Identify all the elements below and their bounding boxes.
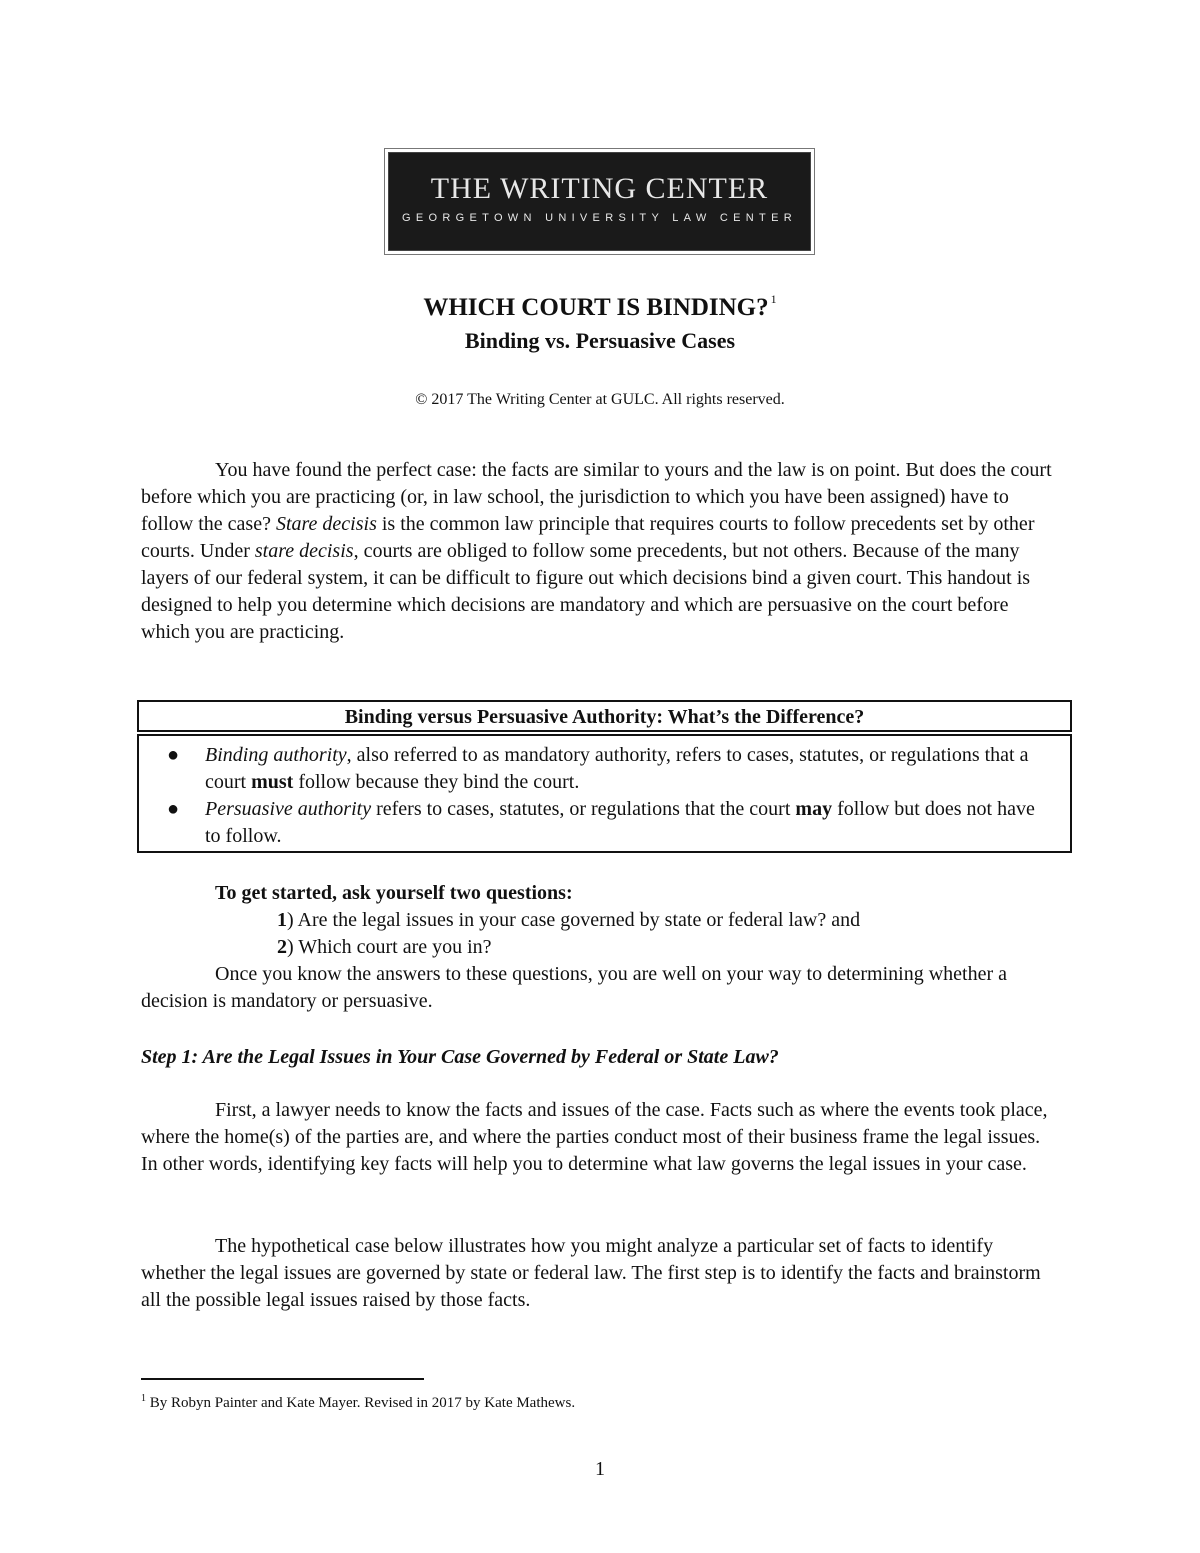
question-2: 2) Which court are you in?: [277, 936, 492, 958]
logo-title: THE WRITING CENTER: [430, 172, 769, 205]
page-subtitle: Binding vs. Persuasive Cases: [464, 328, 736, 353]
intro-paragraph: You have found the perfect case: the facts are similar to yours and the law is on point. But does the court before which you are practicing (or, in law school, the jurisdiction to which you have been assigned) have to follow the case? Stare decisis is the common law principle that requires courts to follow precedents set by other courts. Under stare decisis, courts are obliged to follow some precedents, but not others. Because of the many layers of our federal system, it can be difficult to figure out which decisions bind a given court. This handout is designed to help you determine which decisions are mandatory and which are persuasive on the court before which you are practicing.: [141, 459, 1052, 643]
bullet-icon: ●: [167, 798, 180, 820]
footnote-ref[interactable]: 1: [770, 292, 777, 306]
questions-section: [141, 880, 1061, 1015]
definition-box-heading: Binding versus Persuasive Authority: What’s the Difference?: [137, 700, 1072, 732]
bullet-icon: ●: [167, 744, 180, 766]
page-title: WHICH COURT IS BINDING? $^1$: [423, 292, 777, 321]
facts-paragraph: First, a lawyer needs to know the facts and issues of the case. Facts such as where the events took place, where the home(s) of the parties are, and where the parties conduct most of their business frame the legal issues. In other words, identifying key facts will help you to determine what law governs the legal issues in your case.: [141, 1099, 1048, 1175]
writing-center-logo: [384, 148, 815, 255]
hypothetical-paragraph: The hypothetical case below illustrates how you might analyze a particular set of facts to identify whether the legal issues are governed by state or federal law. The first step is to identify the facts and brainstorm all the possible legal issues raised by those facts.: [141, 1235, 1041, 1311]
copyright-notice: © 2017 The Writing Center at GULC. All rights reserved.: [415, 391, 785, 408]
footnote-divider: [141, 1378, 424, 1380]
definition-box: [137, 700, 1072, 853]
logo-subtitle: GEORGETOWN UNIVERSITY LAW CENTER: [402, 212, 797, 224]
questions-heading: To get started, ask yourself two questions:: [215, 882, 573, 904]
definition-box-body: [137, 734, 1072, 853]
page-number: 1: [595, 1458, 605, 1480]
step-1-heading: Step 1: Are the Legal Issues in Your Case Governed by Federal or State Law?: [141, 1046, 779, 1068]
questions-followup: Once you know the answers to these questions, you are well on your way to determining whether a decision is mandatory or persuasive.: [141, 963, 1008, 1012]
binding-authority-item: ● Binding authority, also referred to as mandatory authority, refers to cases, statutes, or regulations that a court must follow because they bind the court.: [167, 744, 1029, 793]
footnote: $^1$ By Robyn Painter and Kate Mayer. Revised in 2017 by Kate Mathews.: [141, 1393, 576, 1411]
persuasive-authority-item: ● Persuasive authority refers to cases, statutes, or regulations that the court may follow but does not have to follow.: [167, 798, 1035, 847]
question-1: 1) Are the legal issues in your case governed by state or federal law? and: [277, 909, 861, 931]
